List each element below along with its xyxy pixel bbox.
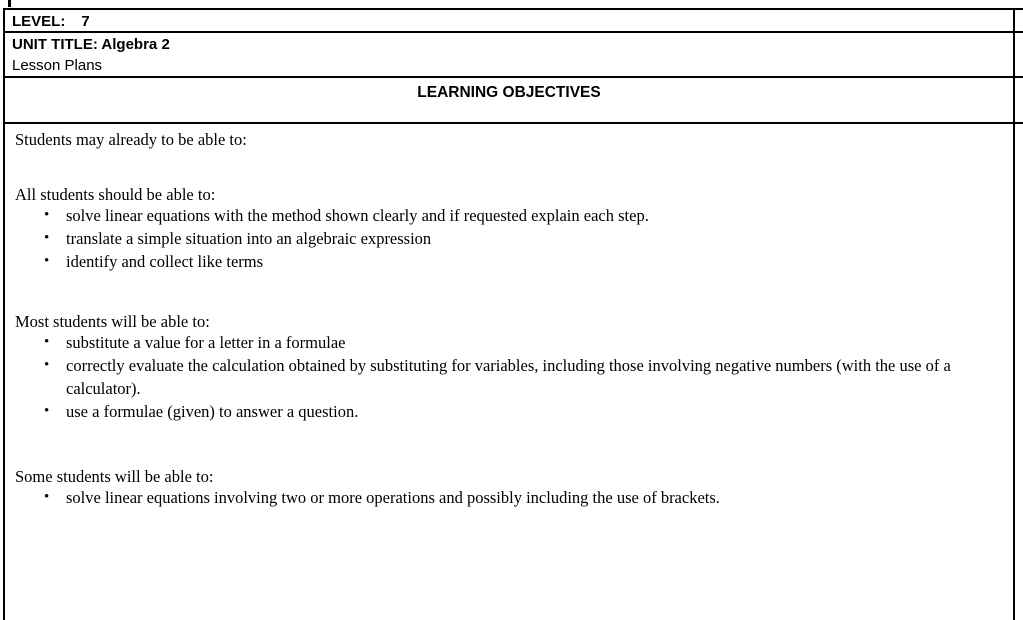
unit-subtitle: Lesson Plans (12, 57, 103, 74)
bullet-icon: • (44, 403, 50, 419)
learning-objectives-header-row (5, 78, 1013, 124)
bullet-icon: • (44, 253, 50, 269)
objective-text: solve linear equations with the method shown clearly and if requested explain each step. (66, 206, 649, 225)
level-label: LEVEL: (12, 13, 66, 30)
table-border-extension (1015, 76, 1023, 78)
list-item (10, 354, 958, 400)
bullet-icon: • (44, 489, 50, 505)
intro-some-students: Some students will be able to: (15, 467, 214, 486)
level-value: 7 (81, 13, 90, 30)
bullet-icon: • (44, 334, 50, 350)
objective-text: use a formulae (given) to answer a question. (66, 402, 359, 421)
text-cutoff-mark (8, 0, 11, 7)
objective-text: substitute a value for a letter in a formulae (66, 333, 346, 352)
unit-title-row (5, 33, 1013, 78)
intro-most-students: Most students will be able to: (15, 312, 210, 331)
table-border-extension (1015, 8, 1023, 10)
objective-text: translate a simple situation into an algebraic expression (66, 229, 432, 248)
section-heading: LEARNING OBJECTIVES (417, 84, 601, 101)
objective-text: identify and collect like terms (66, 252, 264, 271)
intro-all-students: All students should be able to: (15, 185, 216, 204)
lesson-plan-table (3, 8, 1015, 620)
list-item (10, 250, 958, 273)
list-item (10, 486, 958, 509)
objective-text: correctly evaluate the calculation obtained by substituting for variables, including those involving negative numbers (with the use of a calculator). (66, 356, 951, 398)
all-students-list (10, 204, 958, 273)
level-row (5, 10, 1013, 33)
objectives-cell (5, 124, 1013, 620)
bullet-icon: • (44, 230, 50, 246)
list-item (10, 227, 958, 250)
unit-title: UNIT TITLE: Algebra 2 (12, 36, 170, 53)
bullet-icon: • (44, 357, 50, 373)
objective-text: solve linear equations involving two or more operations and possibly including the use of brackets. (66, 488, 720, 507)
list-item (10, 204, 958, 227)
some-students-list (10, 486, 958, 509)
table-border-extension (1015, 31, 1023, 33)
bullet-icon: • (44, 207, 50, 223)
list-item (10, 400, 958, 423)
table-border-extension (1015, 122, 1023, 124)
most-students-list (10, 331, 958, 423)
intro-already: Students may already to be able to: (15, 130, 247, 149)
list-item (10, 331, 958, 354)
